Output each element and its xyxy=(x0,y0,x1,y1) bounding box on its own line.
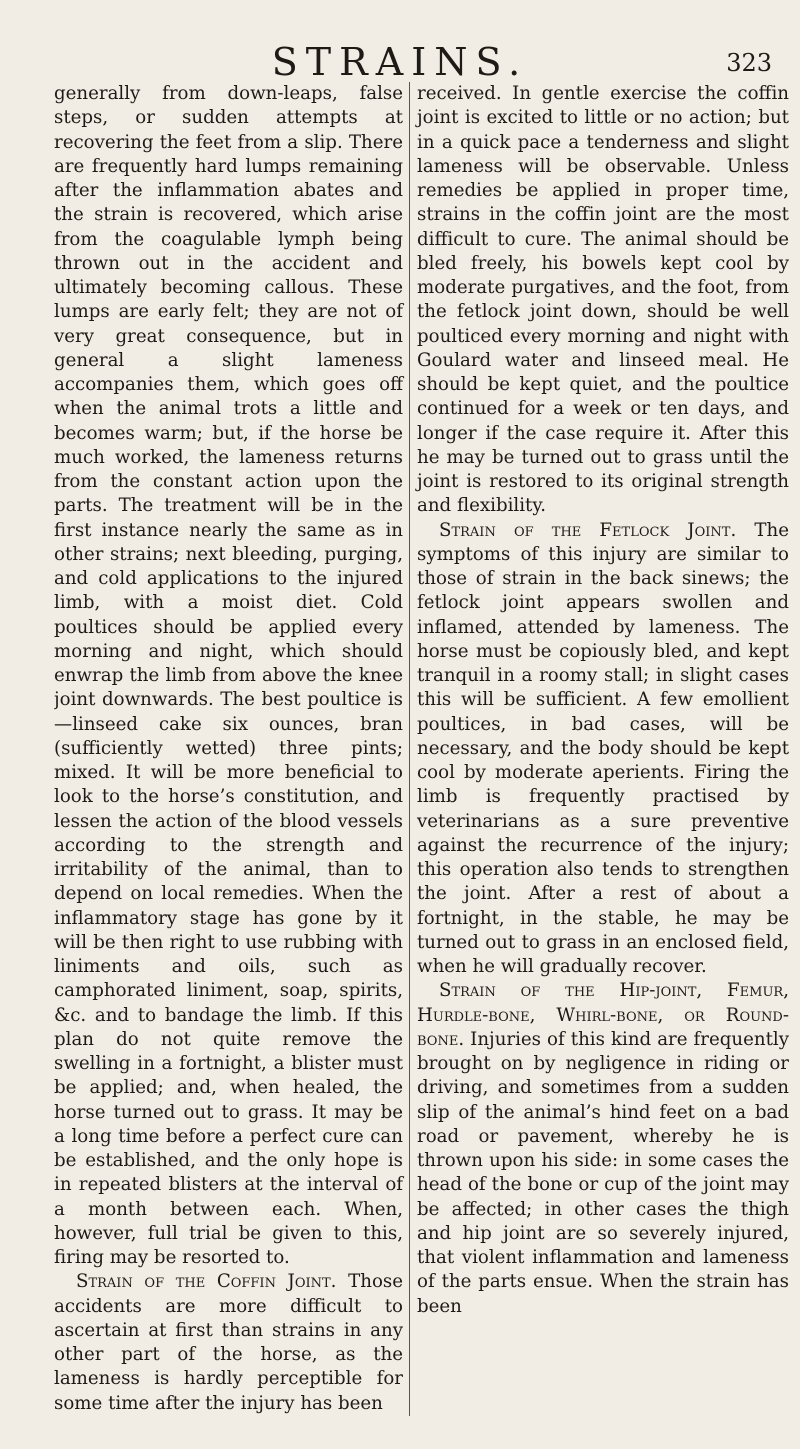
paragraph: received. In gentle exercise the coffin joint is excited to little or no action; but in a quick pace a tenderness and slight lameness will be observable. Unless remedies be applied in proper time, strains in the coffin joint are the most difficult to cure. The animal should be bled freely, his bowels kept cool by moderate purgatives, and the foot, from the fetlock joint down, should be well poulticed every morning and night with Goulard water and linseed meal. He should be kept quiet, and the poultice continued for a week or ten days, and longer if the case require it. After this he may be turned out to grass until the joint is restored to its original strength and flexibility. xyxy=(417,83,789,517)
right-column xyxy=(410,82,789,1416)
running-title: STRAINS. xyxy=(271,40,529,84)
paragraph-text: Injuries of this kind are frequently brought on by negligence in riding or driving, and sometimes from a sudden slip of the animal’s hind feet on a bad road or pavement, whereby he is thrown upon his side: in some cases the head of the bone or cup of the joint may be affected; in other cases the thigh and hip joint are so severely injured, that violent inflammation and lameness of the parts ensue. When the strain has been xyxy=(417,1028,789,1317)
page-header xyxy=(0,38,800,86)
paragraph: generally from down-leaps, false steps, or sudden attempts at recovering the feet from a slip. There are frequently hard lumps remaining after the inflammation abates and the strain is recovered, which arise from the coagulable lymph being thrown out in the accident and ultimately becoming callous. These lumps are early felt; they are not of very great consequence, but in general a slight lameness accompanies them, which goes off when the animal trots a little and becomes warm; but, if the horse be much worked, the lameness returns from the constant action upon the parts. The treatment will be in the first instance nearly the same as in other strains; next bleeding, purging, and cold applications to the injured limb, with a moist diet. Cold poultices should be applied every morning and night, which should enwrap the limb from above the knee joint downwards. The best poultice is—linseed cake six ounces, bran (sufficiently wetted) three pints; mixed. It will be more beneficial to look to the horse’s constitution, and lessen the action of the blood vessels according to the strength and irritability of the animal, than to depend on local remedies. When the inflammatory stage has gone by it will be then right to use rubbing with liniments and oils, such as camphorated liniment, soap, spirits, &c. and to bandage the limb. If this plan do not quite remove the swelling in a fortnight, a blister must be applied; and, when healed, the horse turned out to grass. It may be a long time before a perfect cure can be established, and the only hope is in repeated blisters at the interval of a month between each. When, however, full trial be given to this, firing may be resorted to. xyxy=(54,83,403,1268)
paragraph xyxy=(417,519,789,980)
paragraph xyxy=(54,1270,403,1416)
page-number: 323 xyxy=(726,49,772,77)
section-heading: Strain of the Hip-joint, Femur, Hurdle-bone, Whirl-bone, or Round-bone. xyxy=(417,980,789,1050)
paragraph-text: The symptoms of this injury are similar to those of strain in the back sinews; the fetlock joint appears swollen and inflamed, attended by lameness. The horse must be copiously bled, and kept tranquil in a roomy stall; in slight cases this will be sufficient. A few emollient poultices, in bad cases, will be necessary, and the body should be kept cool by moderate aperients. Firing the limb is frequently practised by veterinarians as a sure preventive against the recurrence of the injury; this operation also tends to strengthen the joint. After a rest of about a fortnight, in the stable, he may be turned out to grass in an enclosed field, when he will gradually recover. xyxy=(417,519,789,977)
left-column xyxy=(54,82,410,1416)
paragraph-text: Those accidents are more difficult to ascertain at first than strains in any other part of the horse, as the lameness is hardly perceptible for some time after the injury has been xyxy=(54,1271,403,1414)
section-heading: Strain of the Coffin Joint. xyxy=(76,1271,337,1293)
paragraph xyxy=(417,979,789,1319)
section-heading: Strain of the Fetlock Joint. xyxy=(439,519,737,541)
text-columns xyxy=(54,82,794,1416)
